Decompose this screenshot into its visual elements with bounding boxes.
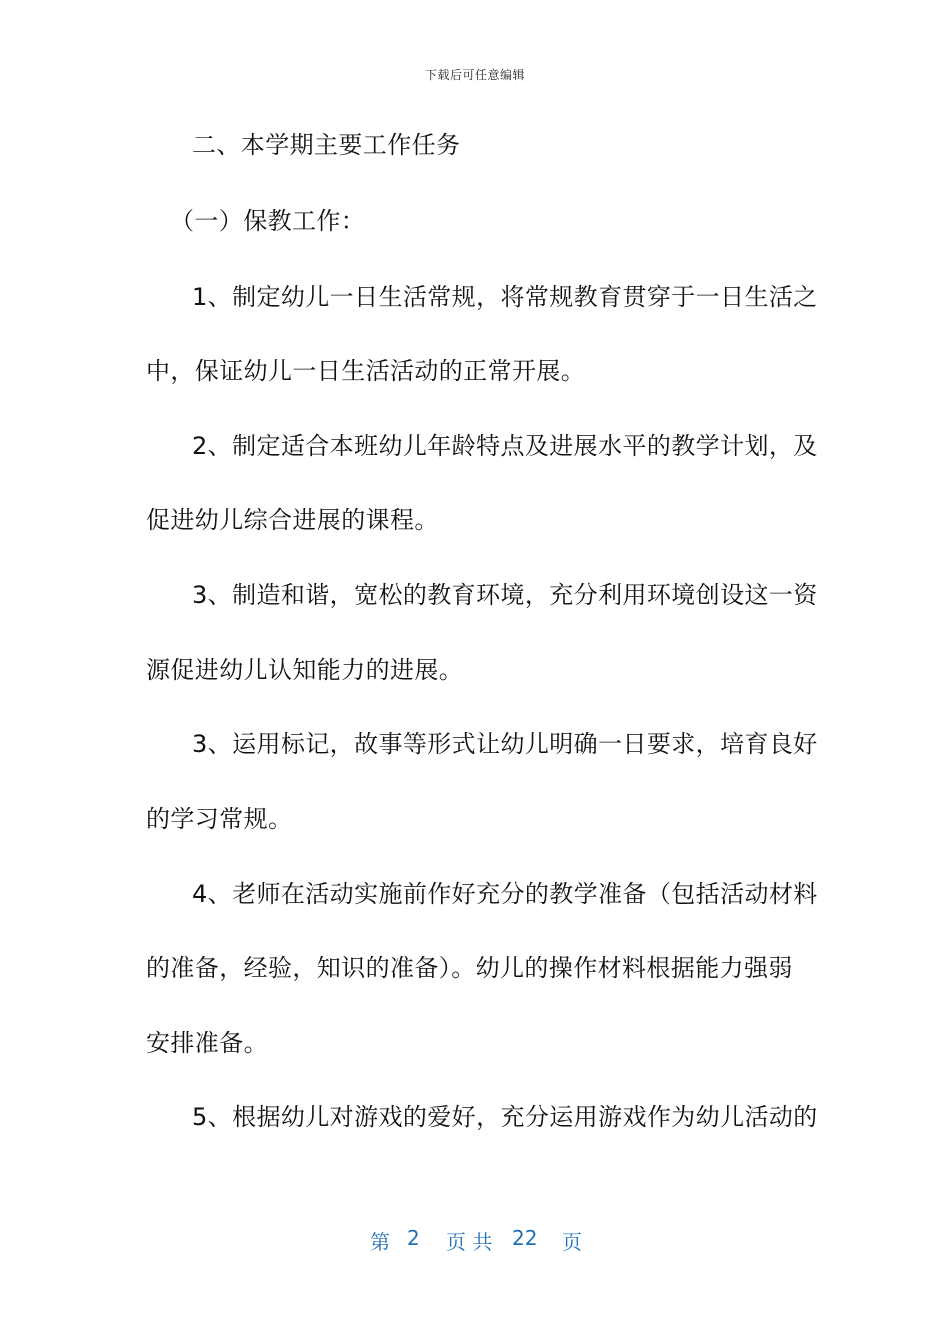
paragraph-line: 3、运用标记，故事等形式让幼儿明确一日要求，培育良好	[192, 730, 818, 758]
footer-current-page: 2	[407, 1226, 420, 1250]
paragraph-line: 4、老师在活动实施前作好充分的教学准备（包括活动材料	[192, 880, 818, 908]
section-heading: 二、本学期主要工作任务	[192, 131, 461, 159]
paragraph-line: 的学习常规。	[146, 805, 293, 833]
page-footer	[0, 1226, 950, 1252]
paragraph-line: 源促进幼儿认知能力的进展。	[146, 656, 464, 684]
subsection-heading: （一）保教工作：	[170, 207, 366, 235]
paragraph-line: 2、制定适合本班幼儿年龄特点及进展水平的教学计划，及	[192, 432, 818, 460]
footer-ye-gong: 页 共	[446, 1230, 493, 1254]
paragraph-line: 5、根据幼儿对游戏的爱好，充分运用游戏作为幼儿活动的	[192, 1103, 818, 1131]
page-header: 下载后可任意编辑	[424, 68, 525, 82]
paragraph-line: 1、制定幼儿一日生活常规，将常规教育贯穿于一日生活之	[192, 283, 818, 311]
paragraph-line: 的准备，经验，知识的准备）。幼儿的操作材料根据能力强弱	[146, 954, 793, 982]
paragraph-line: 安排准备。	[146, 1029, 268, 1057]
footer-total-pages: 22	[512, 1226, 538, 1250]
paragraph-line: 促进幼儿综合进展的课程。	[146, 506, 439, 534]
footer-ye: 页	[562, 1230, 582, 1254]
footer-di: 第	[370, 1230, 390, 1254]
paragraph-line: 中，保证幼儿一日生活活动的正常开展。	[146, 357, 586, 385]
paragraph-line: 3、制造和谐，宽松的教育环境，充分利用环境创设这一资	[192, 581, 818, 609]
